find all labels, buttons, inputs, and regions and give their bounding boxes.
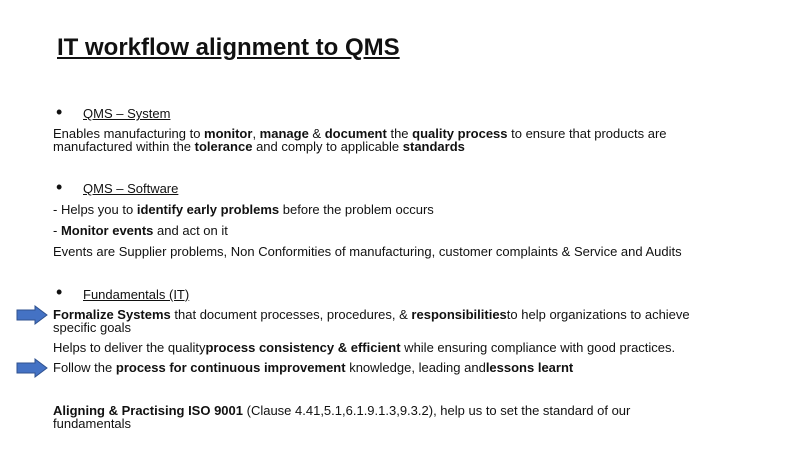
section-heading-qms-software: QMS – Software: [83, 181, 179, 196]
section2-line-3: Events are Supplier problems, Non Conformities of manufacturing, customer complaints & Service and Audits: [53, 244, 682, 259]
section-heading-fundamentals: Fundamentals (IT): [83, 287, 190, 302]
bullet-2: •: [56, 177, 63, 197]
footer-line-2: fundamentals: [53, 416, 132, 431]
right-arrow-icon: [16, 305, 48, 325]
section1-line-2: manufactured within the tolerance and comply to applicable standards: [53, 139, 465, 154]
right-arrow-icon: [16, 358, 48, 378]
bullet-3: •: [56, 282, 63, 302]
footer-line-1: Aligning & Practising ISO 9001 (Clause 4.41,5.1,6.1.9.1.3,9.3.2), help us to set the standard of our: [53, 403, 631, 418]
section3-line-3: Helps to deliver the qualityprocess consistency & efficient while ensuring compliance with good practices.: [53, 340, 676, 355]
section3-line-2: specific goals: [53, 320, 132, 335]
section1-line-1: Enables manufacturing to monitor, manage & document the quality process to ensure that products are: [53, 126, 667, 141]
section2-line-1: - Helps you to identify early problems before the problem occurs: [53, 202, 434, 217]
section-heading-qms-system: QMS – System: [83, 106, 171, 121]
section3-line-4: Follow the process for continuous improvement knowledge, leading andlessons learnt: [53, 360, 574, 375]
section2-line-2: - Monitor events and act on it: [53, 223, 228, 238]
bullet-1: •: [56, 102, 63, 122]
page-title: IT workflow alignment to QMS: [57, 34, 400, 61]
section3-line-1: Formalize Systems that document processes, procedures, & responsibilitiesto help organizations to achieve: [53, 307, 690, 322]
